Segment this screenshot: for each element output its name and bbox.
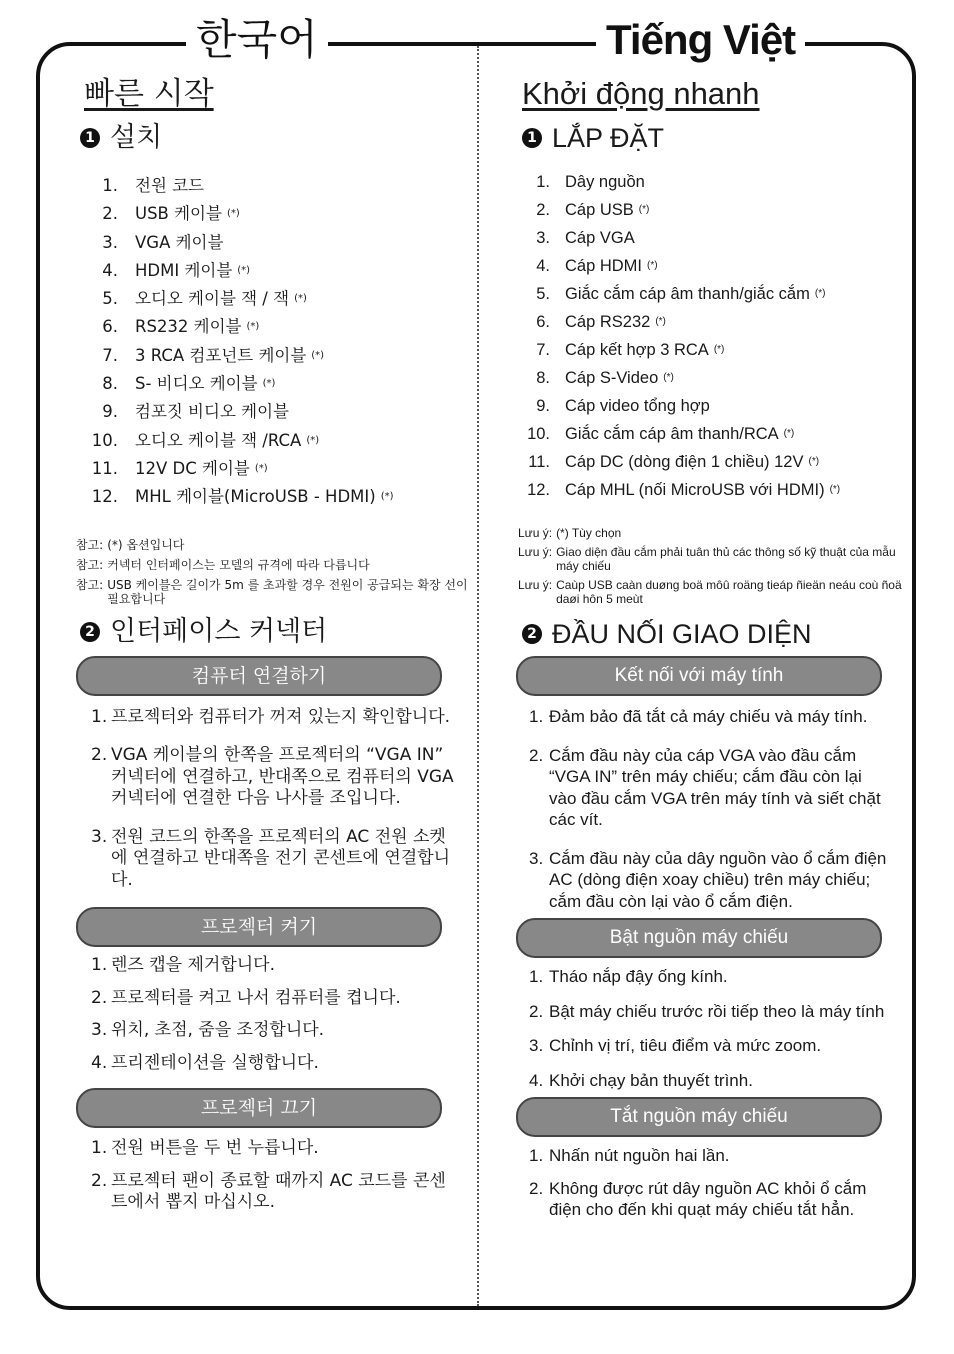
list-item <box>518 476 888 504</box>
item-text: 3 RCA 컴포넌트 케이블 <box>135 345 307 365</box>
item-text: Cáp DC (dòng điện 1 chiều) 12V <box>565 453 804 471</box>
step-item <box>91 1053 454 1075</box>
interface-title: ĐẦU NỐI GIAO DIỆN <box>552 619 812 649</box>
item-text: Cáp HDMI <box>565 257 643 275</box>
optional-mark: (*) <box>380 491 394 503</box>
item-number: 2. <box>102 204 118 224</box>
step-number: 3. <box>91 826 108 847</box>
note-line <box>76 538 468 552</box>
item-number: 3. <box>536 229 550 247</box>
item-number: 4. <box>102 260 118 280</box>
item-text: Cáp VGA <box>565 229 635 247</box>
optional-mark: (*) <box>254 462 268 474</box>
item-text: USB 케이블 <box>135 204 222 224</box>
item-number: 6. <box>102 317 118 337</box>
list-item <box>518 448 888 476</box>
step-text: Bật máy chiếu trước rồi tiếp theo là máy tính <box>549 1001 885 1021</box>
number-two-icon: 2 <box>80 622 100 642</box>
list-item <box>518 420 888 448</box>
item-number: 12. <box>91 487 118 507</box>
item-number: 1. <box>536 173 550 191</box>
step-text: Cắm đầu này của cáp VGA vào đầu cắm “VGA IN” trên máy chiếu; cắm đầu còn lại vào đầu cắm VGA trên máy tính và siết chặt các vít. <box>549 745 881 829</box>
optional-mark: (*) <box>783 428 795 439</box>
item-text: 전원 코드 <box>135 176 205 195</box>
item-text: Giắc cắm cáp âm thanh/giắc cắm <box>565 285 810 303</box>
step-item <box>91 707 454 729</box>
optional-mark: (*) <box>814 288 826 299</box>
step-number: 3. <box>91 1020 108 1041</box>
item-text: S- 비디오 케이블 <box>135 374 258 394</box>
note-line <box>518 578 904 606</box>
power-on-header: 프로젝터 켜기 <box>76 907 442 947</box>
list-item <box>86 455 454 483</box>
note-label: Lưu ý: <box>518 578 553 592</box>
notes <box>518 526 904 606</box>
step-text: 전원 버튼을 두 번 누릅니다. <box>111 1138 319 1159</box>
step-item <box>91 1171 454 1214</box>
step-item <box>91 745 454 810</box>
item-text: Cáp kết hợp 3 RCA <box>565 341 709 359</box>
optional-mark: (*) <box>647 260 658 271</box>
item-number: 8. <box>102 374 118 394</box>
optional-mark: (*) <box>655 316 666 327</box>
optional-mark: (*) <box>237 264 251 276</box>
optional-mark: (*) <box>294 293 307 305</box>
item-number: 2. <box>536 201 550 219</box>
note-label: 참고: <box>76 557 104 572</box>
note-label: 참고: <box>76 537 104 552</box>
step-number: 1. <box>529 967 544 986</box>
step-number: 3. <box>529 1036 544 1055</box>
step-number: 1. <box>529 707 544 726</box>
list-item <box>86 427 454 455</box>
step-number: 3. <box>529 848 544 868</box>
item-number: 9. <box>536 397 550 415</box>
list-item <box>518 252 888 280</box>
note-text: (*) Tùy chọn <box>556 526 622 540</box>
package-list <box>86 172 454 512</box>
step-text: Cắm đầu này của dây nguồn vào ổ cắm điện AC (dòng điện xoay chiều) trên máy chiếu; cắm đầu còn lại vào ổ cắm điện. <box>549 848 887 911</box>
step-text: Chỉnh vị trí, tiêu điểm và mức zoom. <box>549 1036 822 1055</box>
step-text: 프로젝터 팬이 종료할 때까지 AC 코드를 콘센트에서 뽑지 마십시오. <box>111 1170 446 1213</box>
note-label: Lưu ý: <box>518 545 553 559</box>
note-text: (*) 옵션입니다 <box>107 537 185 552</box>
step-text: Đảm bảo đã tắt cả máy chiếu và máy tính. <box>549 707 868 726</box>
optional-mark: (*) <box>246 321 260 333</box>
item-number: 12. <box>527 481 550 499</box>
optional-mark: (*) <box>663 372 674 383</box>
item-text: 오디오 케이블 잭 /RCA <box>135 430 302 450</box>
install-heading <box>522 120 888 156</box>
item-number: 10. <box>91 430 118 450</box>
list-item <box>518 336 888 364</box>
list-item <box>86 285 454 313</box>
item-text: Giắc cắm cáp âm thanh/RCA <box>565 425 779 443</box>
notes <box>76 538 468 606</box>
step-number: 2. <box>91 745 108 766</box>
column-divider <box>477 46 479 1306</box>
item-text: Cáp RS232 <box>565 313 651 331</box>
note-line <box>76 558 468 572</box>
package-list <box>518 168 888 504</box>
step-text: VGA 케이블의 한쪽을 프로젝터의 “VGA IN” 커넥터에 연결하고, 반대쪽으로 컴퓨터의 VGA 커넥터에 연결한 다음 나사를 조입니다. <box>111 745 454 809</box>
install-title: 설치 <box>110 122 163 153</box>
step-text: Khởi chạy bản thuyết trình. <box>549 1070 753 1090</box>
step-number: 2. <box>91 1170 108 1191</box>
item-number: 9. <box>102 402 118 422</box>
connect-pc-header: Kết nối với máy tính <box>516 656 882 696</box>
power-off-steps <box>529 1145 888 1221</box>
step-number: 1. <box>91 955 108 976</box>
list-item <box>518 392 888 420</box>
step-text: Không được rút dây nguồn AC khỏi ổ cắm điện cho đến khi quạt máy chiếu tắt hẳn. <box>549 1178 867 1219</box>
item-text: Cáp MHL (nối MicroUSB với HDMI) <box>565 481 825 499</box>
optional-mark: (*) <box>638 204 650 215</box>
step-number: 2. <box>529 745 544 765</box>
step-text: 프로젝터와 컴퓨터가 꺼져 있는지 확인합니다. <box>111 706 451 727</box>
optional-mark: (*) <box>306 434 320 446</box>
item-text: Cáp S-Video <box>565 369 659 387</box>
power-off-header: Tắt nguồn máy chiếu <box>516 1097 882 1137</box>
step-text: Tháo nắp đậy ống kính. <box>549 967 728 986</box>
list-item <box>86 172 454 200</box>
power-on-steps <box>91 955 454 1074</box>
quick-start-heading: 빠른 시작 <box>84 76 214 112</box>
optional-mark: (*) <box>808 456 820 467</box>
optional-mark: (*) <box>262 378 276 390</box>
connect-pc-header: 컴퓨터 연결하기 <box>76 656 442 696</box>
item-text: MHL 케이블(MicroUSB - HDMI) <box>135 487 376 507</box>
vietnamese-column <box>516 74 902 1221</box>
optional-mark: (*) <box>311 349 325 361</box>
item-text: Cáp video tổng hợp <box>565 397 710 415</box>
item-number: 6. <box>536 313 550 331</box>
step-text: 프리젠테이션을 실행합니다. <box>111 1052 319 1073</box>
step-number: 2. <box>529 1178 544 1198</box>
item-number: 11. <box>528 453 550 471</box>
item-number: 7. <box>536 341 550 359</box>
list-item <box>86 483 454 511</box>
item-number: 1. <box>102 176 118 195</box>
step-text: 위치, 초점, 줌을 조정합니다. <box>111 1020 325 1041</box>
korean-column <box>74 74 468 1214</box>
list-item <box>86 229 454 257</box>
interface-heading <box>80 614 454 650</box>
note-text: USB 케이블은 길이가 5m 를 초과할 경우 전원이 공급되는 확장 선이 필요합니다 <box>107 577 468 606</box>
item-text: 오디오 케이블 잭 / 잭 <box>135 289 290 309</box>
step-item <box>529 1035 888 1057</box>
optional-mark: (*) <box>713 344 725 355</box>
step-number: 1. <box>529 1146 544 1165</box>
optional-mark: (*) <box>829 484 841 495</box>
number-one-icon: 1 <box>80 128 100 148</box>
item-number: 8. <box>536 369 550 387</box>
list-item <box>518 308 888 336</box>
step-item <box>529 745 888 831</box>
note-text: Caùp USB caàn duøng boä môû roäng tieáp ñieän neáu coù ñoä daøi hôn 5 meùt <box>556 578 902 606</box>
step-item <box>91 1020 454 1042</box>
item-text: RS232 케이블 <box>135 317 242 337</box>
list-item <box>518 364 888 392</box>
item-number: 5. <box>102 289 118 309</box>
step-text: 렌즈 캡을 제거합니다. <box>111 955 276 976</box>
item-number: 10. <box>527 425 550 443</box>
item-text: HDMI 케이블 <box>135 260 233 280</box>
note-text: 커넥터 인터페이스는 모델의 규격에 따라 다릅니다 <box>107 557 370 572</box>
item-text: 12V DC 케이블 <box>135 458 250 478</box>
list-item <box>86 342 454 370</box>
list-item <box>86 398 454 426</box>
connect-steps <box>529 706 888 912</box>
note-line <box>76 578 468 606</box>
note-text: Giao diện đầu cắm phải tuân thủ các thông số kỹ thuật của mẫu máy chiếu <box>556 545 896 573</box>
power-off-header: 프로젝터 끄기 <box>76 1088 442 1128</box>
item-number: 3. <box>102 232 118 252</box>
list-item <box>518 168 888 196</box>
item-text: 컴포짓 비디오 케이블 <box>135 402 289 422</box>
step-item <box>91 955 454 977</box>
step-number: 1. <box>91 1138 108 1159</box>
step-item <box>91 988 454 1010</box>
power-off-steps <box>91 1138 454 1214</box>
item-number: 11. <box>91 458 118 478</box>
note-label: 참고: <box>76 577 104 592</box>
step-number: 4. <box>529 1070 544 1090</box>
step-item <box>529 966 888 988</box>
step-text: 전원 코드의 한쪽을 프로젝터의 AC 전원 소켓에 연결하고 반대쪽을 전기 콘센트에 연결합니다. <box>111 826 451 890</box>
step-number: 1. <box>91 706 108 727</box>
list-item <box>518 280 888 308</box>
list-item <box>86 200 454 228</box>
list-item <box>518 196 888 224</box>
step-text: Nhấn nút nguồn hai lần. <box>549 1146 730 1165</box>
list-item <box>86 313 454 341</box>
item-text: Dây nguồn <box>565 173 645 191</box>
list-item <box>86 370 454 398</box>
item-text: Cáp USB <box>565 201 634 219</box>
step-item <box>91 827 454 892</box>
power-on-steps <box>529 966 888 1091</box>
step-number: 2. <box>91 987 108 1008</box>
install-title: LẮP ĐẶT <box>552 123 665 153</box>
step-text: 프로젝터를 켜고 나서 컴퓨터를 켭니다. <box>111 987 401 1008</box>
list-item <box>86 257 454 285</box>
note-line <box>518 545 904 573</box>
step-item <box>91 1138 454 1160</box>
list-item <box>518 224 888 252</box>
interface-heading <box>522 616 888 652</box>
quick-start-heading: Khởi động nhanh <box>522 76 760 111</box>
item-number: 5. <box>536 285 550 303</box>
step-number: 4. <box>91 1052 108 1073</box>
power-on-header: Bật nguồn máy chiếu <box>516 918 882 958</box>
number-one-icon: 1 <box>522 128 542 148</box>
step-item <box>529 706 888 728</box>
note-line <box>518 526 904 540</box>
step-item <box>529 1001 888 1023</box>
step-item <box>529 1145 888 1167</box>
step-item <box>529 1070 888 1092</box>
item-number: 7. <box>102 345 118 365</box>
item-text: VGA 케이블 <box>135 232 224 252</box>
install-heading <box>80 120 454 156</box>
connect-steps <box>91 707 454 892</box>
step-item <box>529 848 888 913</box>
note-label: Lưu ý: <box>518 526 553 540</box>
optional-mark: (*) <box>226 208 240 220</box>
number-two-icon: 2 <box>522 624 542 644</box>
vietnamese-title: Tiếng Việt <box>596 14 805 66</box>
step-item <box>529 1178 888 1221</box>
korean-title: 한국어 <box>186 14 328 66</box>
interface-title: 인터페이스 커넥터 <box>110 615 328 647</box>
item-number: 4. <box>536 257 550 275</box>
step-number: 2. <box>529 1001 544 1021</box>
